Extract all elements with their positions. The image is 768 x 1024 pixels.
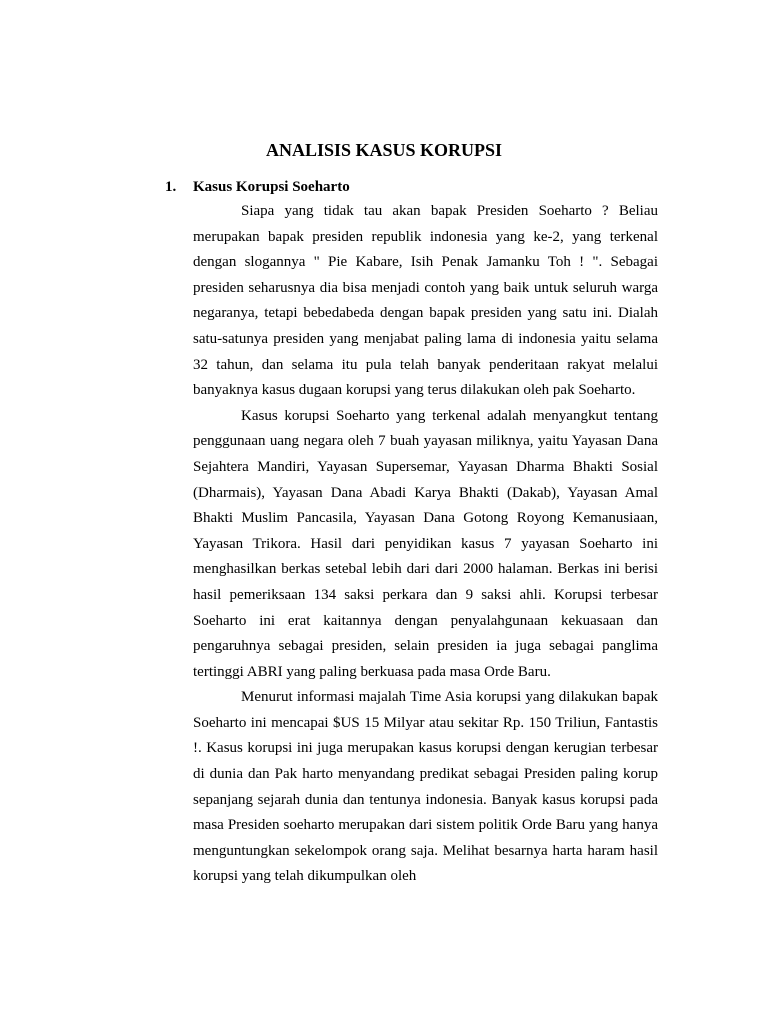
- paragraph-2: Kasus korupsi Soeharto yang terkenal adalah menyangkut tentang penggunaan uang negara oleh 7 buah yayasan miliknya, yaitu Yayasan Dana Sejahtera Mandiri, Yayasan Supersemar, Yayasan Dharma Bhakti Sosial (Dharmais), Yayasan Dana Abadi Karya Bhakti (Dakab), Yayasan Amal Bhakti Muslim Pancasila, Yayasan Dana Gotong Royong Kemanusiaan, Yayasan Trikora. Hasil dari penyidikan kasus 7 yayasan Soeharto ini menghasilkan berkas setebal lebih dari dari 2000 halaman. Berkas ini berisi hasil pemeriksaan 134 saksi perkara dan 9 saksi ahli. Korupsi terbesar Soeharto ini erat kaitannya dengan penyalahgunaan kekuasaan dan pengaruhnya sebagai presiden, selain presiden ia juga sebagai panglima tertinggi ABRI yang paling berkuasa pada masa Orde Baru.: [193, 407, 658, 680]
- section-heading-text: Kasus Korupsi Soeharto: [193, 179, 350, 195]
- section-number: 1.: [165, 179, 177, 195]
- section-body: [193, 199, 658, 890]
- paragraph-1: Siapa yang tidak tau akan bapak Presiden Soeharto ? Beliau merupakan bapak presiden republik indonesia yang ke-2, yang terkenal dengan slogannya " Pie Kabare, Isih Penak Jamanku Toh ! ". Sebagai presiden seharusnya dia bisa menjadi contoh yang baik untuk seluruh warga negaranya, tetapi bebedabeda dengan bapak presiden yang satu ini. Dialah satu-satunya presiden yang menjabat paling lama di indonesia yaitu selama 32 tahun, dan selama itu pula telah banyak penderitaan rakyat melalui banyaknya kasus dugaan korupsi yang terus dilakukan oleh pak Soeharto.: [193, 203, 658, 399]
- document-title: ANALISIS KASUS KORUPSI: [265, 140, 503, 160]
- paragraph-3: Menurut informasi majalah Time Asia korupsi yang dilakukan bapak Soeharto ini mencapai $US 15 Milyar atau sekitar Rp. 150 Triliun, Fantastis !. Kasus korupsi ini juga merupakan kasus korupsi dengan kerugian terbesar di dunia dan Pak harto menyandang predikat sebagai Presiden paling korup sepanjang sejarah dunia dan tentunya indonesia. Banyak kasus korupsi pada masa Presiden soeharto merupakan dari sistem politik Orde Baru yang hanya menguntungkan sekelompok orang saja. Melihat besarnya harta haram hasil korupsi yang telah dikumpulkan oleh: [193, 689, 658, 885]
- section-heading: [165, 177, 350, 197]
